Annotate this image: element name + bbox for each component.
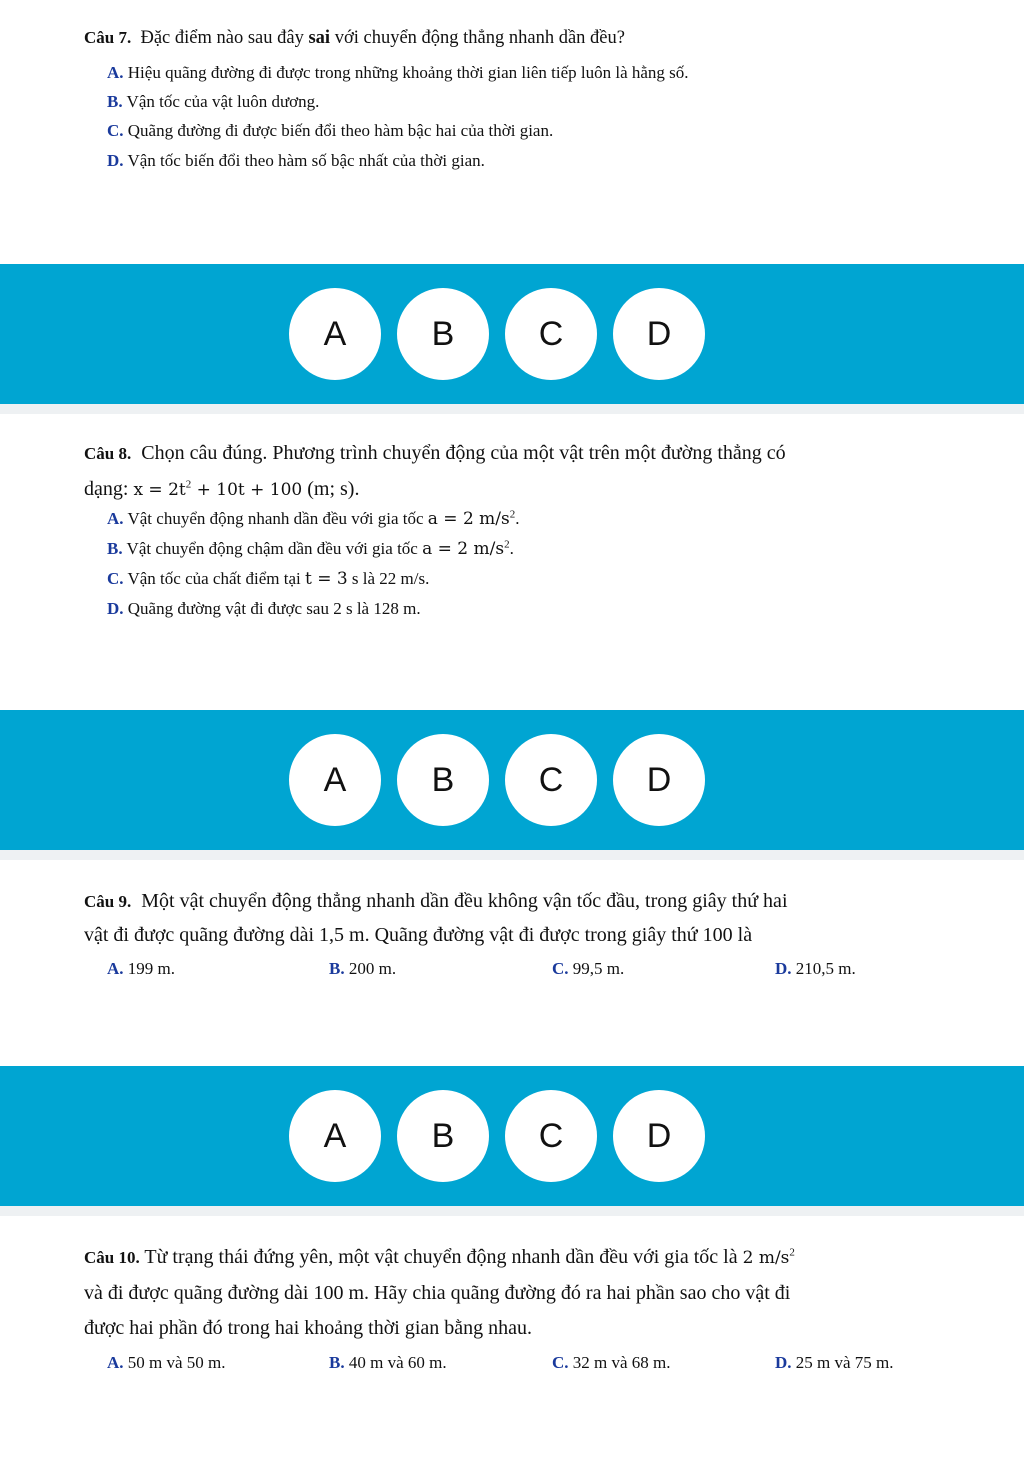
answer-c-button[interactable]: C: [505, 1090, 597, 1182]
question-8-option-d: [107, 598, 421, 620]
option-text: Vận tốc biến đổi theo hàm số bậc nhất của thời gian.: [127, 151, 485, 170]
question-10-line-3: được hai phần đó trong hai khoảng thời gian bằng nhau.: [84, 1317, 533, 1339]
question-9-label: Câu 9.: [84, 892, 132, 911]
question-7-label: Câu 7.: [84, 28, 132, 47]
answer-c-button[interactable]: C: [505, 288, 597, 380]
question-9-option-a: [107, 958, 175, 980]
question-10-stem: [84, 1240, 974, 1275]
answer-b-button[interactable]: B: [397, 288, 489, 380]
answer-c-button[interactable]: C: [505, 734, 597, 826]
equation-part: x = 2t: [133, 480, 186, 500]
answer-d-button[interactable]: D: [613, 288, 705, 380]
question-10-option-d: [775, 1352, 894, 1374]
option-text: 40 m và 60 m.: [348, 1353, 447, 1372]
question-10-option-b: [329, 1352, 447, 1374]
option-text: 25 m và 75 m.: [795, 1353, 894, 1372]
question-9-option-c: [552, 958, 624, 980]
question-10-option-c: [552, 1352, 671, 1374]
answer-d-button[interactable]: D: [613, 1090, 705, 1182]
question-9-stem-line-2: [84, 918, 984, 952]
option-math: a = 2 m/s: [422, 539, 505, 559]
option-letter: A.: [107, 509, 124, 528]
option-letter: C.: [552, 959, 569, 978]
option-letter: C.: [107, 121, 124, 140]
option-text: 210,5 m.: [795, 959, 856, 978]
question-7-option-a: [107, 62, 689, 84]
answer-a-button[interactable]: A: [289, 1090, 381, 1182]
option-text: 32 m và 68 m.: [572, 1353, 671, 1372]
question-9-line-1: Một vật chuyển động thẳng nhanh dần đều không vận tốc đầu, trong giây thứ hai: [141, 890, 788, 912]
option-math: a = 2 m/s: [427, 509, 510, 529]
option-letter: A.: [107, 959, 124, 978]
option-letter: D.: [107, 151, 124, 170]
question-8-stem-line-2: [84, 472, 984, 507]
option-text: 50 m và 50 m.: [127, 1353, 226, 1372]
divider: [0, 850, 1024, 860]
answer-band-q7: [0, 264, 1024, 404]
option-end: s là 22 m/s.: [347, 569, 430, 588]
question-7-text-bold: sai: [308, 28, 331, 48]
answer-a-button[interactable]: A: [289, 288, 381, 380]
option-letter: C.: [107, 569, 124, 588]
question-8-option-a: [107, 508, 520, 530]
option-letter: D.: [107, 599, 124, 618]
option-text: Quãng đường đi được biến đổi theo hàm bậc hai của thời gian.: [127, 121, 554, 140]
question-8-line-2-post: (m; s).: [302, 478, 360, 500]
option-letter: B.: [107, 539, 123, 558]
question-8-option-c: [107, 568, 429, 590]
option-end: .: [515, 509, 520, 528]
option-text: Vật chuyển động nhanh dần đều với gia tốc: [127, 509, 428, 528]
question-8-line-1: Chọn câu đúng. Phương trình chuyển động của một vật trên một đường thẳng có: [141, 442, 786, 464]
question-7-text-pre: Đặc điểm nào sau đây: [140, 28, 309, 48]
question-9-line-2: vật đi được quãng đường dài 1,5 m. Quãng đường vật đi được trong giây thứ 100 là: [84, 924, 753, 946]
option-text: 199 m.: [127, 959, 176, 978]
option-text: Hiệu quãng đường đi được trong những khoảng thời gian liên tiếp luôn là hằng số.: [127, 63, 689, 82]
option-letter: B.: [329, 1353, 345, 1372]
answer-b-button[interactable]: B: [397, 734, 489, 826]
question-8-option-b: [107, 538, 514, 560]
question-9-option-b: [329, 958, 396, 980]
question-8-stem: [84, 436, 984, 471]
divider: [0, 404, 1024, 414]
option-text: Quãng đường vật đi được sau 2 s là 128 m.: [127, 599, 421, 618]
option-text: 200 m.: [348, 959, 397, 978]
question-10-line-2: và đi được quãng đường dài 100 m. Hãy chia quãng đường đó ra hai phần sao cho vật đi: [84, 1282, 791, 1304]
question-9-card: [0, 860, 1024, 1066]
question-10-option-a: [107, 1352, 226, 1374]
answer-d-button[interactable]: D: [613, 734, 705, 826]
option-exponent: 2: [504, 538, 510, 551]
equation-part: + 10t + 100: [191, 480, 303, 500]
option-letter: B.: [107, 92, 123, 111]
question-7-option-b: [107, 91, 319, 113]
question-7-option-d: [107, 150, 485, 172]
answer-b-button[interactable]: B: [397, 1090, 489, 1182]
option-letter: C.: [552, 1353, 569, 1372]
question-10-card: [0, 1216, 1024, 1464]
answer-a-button[interactable]: A: [289, 734, 381, 826]
question-9-option-d: [775, 958, 856, 980]
question-10-stem-line-3: [84, 1311, 984, 1345]
question-10-line-1: Từ trạng thái đứng yên, một vật chuyển động nhanh dần đều với gia tốc là: [144, 1246, 743, 1268]
divider: [0, 1206, 1024, 1216]
question-8-card: [0, 414, 1024, 708]
option-letter: A.: [107, 1353, 124, 1372]
equation-exponent: 2: [185, 478, 192, 491]
answer-band-q9: [0, 1066, 1024, 1206]
option-text: Vận tốc của chất điểm tại: [127, 569, 305, 588]
option-text: Vận tốc của vật luôn dương.: [126, 92, 320, 111]
question-10-label: Câu 10.: [84, 1248, 140, 1267]
option-text: 99,5 m.: [572, 959, 625, 978]
question-10-exponent: 2: [789, 1246, 795, 1259]
question-7-card: [0, 0, 1024, 262]
question-7-text-post: với chuyển động thẳng nhanh dần đều?: [330, 28, 625, 48]
question-9-stem: [84, 884, 984, 919]
option-letter: D.: [775, 1353, 792, 1372]
question-7-stem: [84, 26, 625, 51]
question-8-line-2-pre: dạng:: [84, 478, 134, 500]
option-letter: D.: [775, 959, 792, 978]
option-letter: A.: [107, 63, 124, 82]
answer-band-q8: [0, 710, 1024, 850]
option-math: t = 3: [304, 569, 348, 589]
question-10-math: 2 m/s: [742, 1248, 790, 1268]
question-10-stem-line-2: [84, 1276, 984, 1310]
question-7-option-c: [107, 120, 553, 142]
option-text: Vật chuyển động chậm dần đều với gia tốc: [126, 539, 423, 558]
option-exponent: 2: [509, 508, 516, 521]
question-8-label: Câu 8.: [84, 444, 132, 463]
option-end: .: [509, 539, 514, 558]
option-letter: B.: [329, 959, 345, 978]
